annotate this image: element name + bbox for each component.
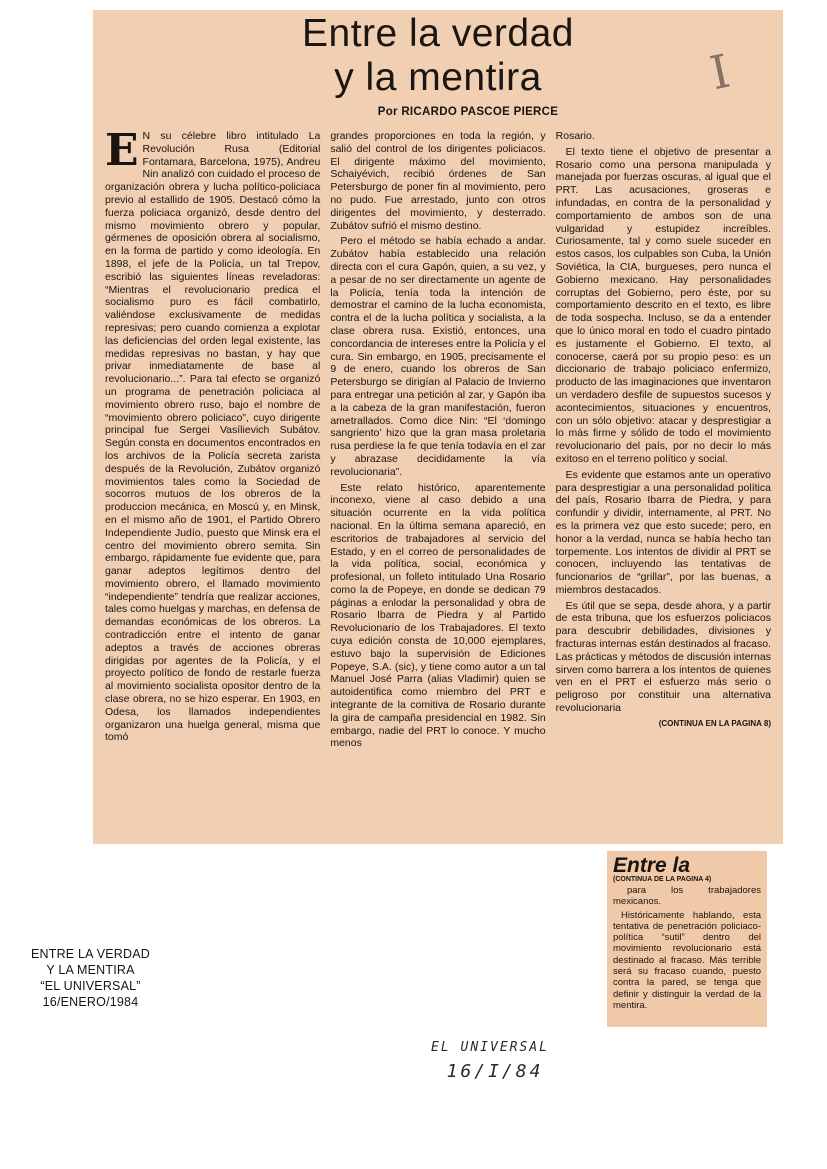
article-byline: Por RICARDO PASCOE PIERCE [377,106,559,118]
caption-line: ENTRE LA VERDAD [30,947,150,961]
article-column-1 [105,125,321,753]
continuation-source: (CONTINUA DE LA PAGINA 4) [613,876,712,883]
paragraph: Pero el método se había echado a andar. Zubátov había establecido una relación directa con el cura Gapón, quien, a su vez, y a pesar de no ser directamente un agente de la Policía, tenía toda la intención de demostrar el camino de la lucha economista, contra el de la lucha política y socialista, a la clase obrera rusa. Existió, entonces, una concordancia de intereses entre la Policía y el cura. Sin embargo, en 1905, precisamente el 9 de enero, cuando los obreros de San Petersburgo se dirigían al Palacio de Invierno para entregar una petición al zar, y Gapón iba a la cabeza de la gran manifestación, fueron ametrallados. Como dice Nin: “El ‘domingo sangriento’ hizo que la gran masa proletaria rusa perdiese la fe que tenía todavía en el zar y abrazase decididamente la vía revolucionaria”. [330,235,546,478]
paragraph: El texto tiene el objetivo de presentar a Rosario como una persona manipulada y manejada por fuerzas oscuras, al igual que el PRT. Las acusaciones, groseras e infundadas, en contra de la personalidad y comportamiento de ambos son de una vulgaridad y estupidez increíbles. Curiosamente, tal y como suele suceder en estos casos, los culpables son Cuba, la Unión Soviética, la CIA, burgueses, pero nunca el Gobierno mexicano. Hay personalidades corruptas del Gobierno, pero éste, por su comportamiento descrito en el texto, es libre de toda sospecha. Incluso, se da a entender que lo único moral en todo el cuadro pintado es justamente el Gobierno. El texto, al conocerse, caerá por su propio peso: es un diccionario de trabajo policiaco enfermizo, producto de las imaginaciones que inventaron un verdadero desfile de supuestos sucesos y acontecimientos, situaciones y encuentros, con un sólo objetivo: atacar y desprestigiar a lo más firme y sólido de todo el movimiento revolucionario del país, por no decir lo más exitoso en el terreno político y social. [555,145,771,465]
handwritten-date: 16/I/84 [446,1061,544,1082]
headline-line-1: Entre la verdad [302,12,574,55]
caption-line: Y LA MENTIRA [46,963,135,977]
paragraph: para los trabajadores mexicanos. [613,885,761,908]
continuation-title: Entre la [613,854,691,877]
continued-note: (CONTINUA EN LA PAGINA 8) [658,718,771,728]
caption-line: “EL UNIVERSAL” [40,979,141,993]
paragraph: Históricamente hablando, esta tentativa de penetración policiaco-política “sutil” dentro del movimiento revolucionario está destinado al fracaso. Más terrible será su fracaso cuando, puesto contra la pared, se tenga que definir y distinguir la verdad de la mentira. [613,909,761,1011]
paragraph: Es evidente que estamos ante un operativo para desprestigiar a una personalidad política del país, Rosario Ibarra de Piedra, y para confundir y dividir, internamente, al PRT. No es la primera vez que esto sucede; pero, en honor a la verdad, nunca se había hecho tan torpemente. Los intentos de dividir al PRT se conocen, incluyendo las tentativas de funcionarios de “grillar”, por las buenas, a miembros destacados. [555,468,771,596]
paragraph: Este relato histórico, aparentemente inconexo, viene al caso debido a una situación ocurrente en la vida política nacional. En la última semana apareció, en escritorios de trabajadores al servicio del Estado, y en el correo de personalidades de la vida política, social, económica y profesional, un folleto intitulado Una Rosario como la de Popeye, en donde se dedican 79 páginas a enlodar la personalidad y obra de Rosario Ibarra de Piedra y al Partido Revolucionario de los Trabajadores. El texto cuya edición consta de 10,000 ejemplares, estuvo bajo la supervisión de Ediciones Popeye, S.A. (sic), y tiene como autor a un tal Manuel José Parra (alias Vladimir) quien se autoidentifica como miembro del PRT e integrante de la comitiva de Rosario durante la gira de campaña presidencial en 1982. Sin embargo, nadie del PRT lo conoce. Y mucho menos [330,481,546,750]
archive-caption [8,946,173,1010]
article-column-2 [330,130,545,753]
continuation-body [613,885,761,1011]
article-column-3 [556,130,771,753]
paragraph: Es útil que se sepa, desde ahora, y a partir de esta tribuna, que los esfuerzos policiacos para descubrir debilidades, divisiones y fracturas internas están destinados al fracaso. Las prácticas y métodos de discusión internas sirven como barrera a los intentos de quienes ven en el PRT el esfuerzo más serio o peligroso por constituir una alternativa revolucionaria [555,599,771,715]
paragraph: E N su célebre libro intitulado La Revolución Rusa (Editorial Fontamara, Barcelona, 1975), Andreu Nin analizó con cuidado el proceso de organización obrera y lucha político-policiaca previo al estallido de 1905. Destacó cómo la fuerza policiaca organizó, desde dentro del mismo movimiento obrero y popular, gérmenes de oposición obrera al socialismo, en la forma de partido y como ideología. En 1898, el jefe de la Policía, un tal Trepov, escribió las siguientes líneas reveladoras: “Mientras el revolucionario predica el socialismo puro es fácil combatirlo, valiéndose exclusivamente de medidas represivas; pero cuando comienza a explotar las deficiencias del orden legal existente, las medidas represivas no bastan, y hay que privar inmediatamente de base al revolucionario...”. Para tal efecto se organizó un programa de penetración policiaca al movimiento obrero ruso, bajo el nombre de “movimiento obrero policiaco”, cuyo dirigente principal fue Sergei Vasílievich Subátov. Según consta en documentos encontrados en los archivos de la Policía secreta zarista después de la Revolución, Zubátov organizó movimientos tales como la Sociedad de socorros mutuos de los obreros de la produccion mecánica, en Moscú y, en Minsk, en el mismo año de 1901, el Partido Obrero Independiente Judío, puesto que Minsk era el centro del movimiento obrero semita. Sin embargo, rápidamente fue evidente que, para ganar adeptos legítimos dentro del movimiento obrero, el llamado movimiento “independiente” tendría que realizar acciones, tales como huelgas y marchas, en defensa de demandas económicas de los obreros. La contradicción entre el intento de ganar adeptos a través de acciones obreras dirigidas por agentes de la Policía, y el proyecto político de fondo de restarle fuerza al movimiento socialista opositor dentro de la clase obrera, no se hizo esperar. En 1903, en Odesa, los llamados independientes organizaron una huelga general, misma que tomó [105,125,321,744]
continuation-clipping [607,851,767,1027]
article-headline [105,12,771,100]
caption-line: 16/ENERO/1984 [42,995,139,1009]
handwritten-page-mark: I [705,43,735,101]
paragraph: grandes proporciones en toda la región, y salió del control de los dirigentes policiacos. El dirigente máximo del movimiento, Schaiyévich, recibió órdenes de San Petersburgo de poner fin al movimiento, pero no pudo. Fue arrestado, junto con otros dirigentes del movimiento, y desterrado. Zubátov sufrió el mismo destino. [330,130,546,232]
handwritten-paper-name: EL UNIVERSAL [431,1040,549,1055]
handwritten-note [425,1040,555,1082]
article-body [105,125,771,753]
headline-line-2: y la mentira [334,56,542,99]
drop-cap: E [105,125,139,176]
newspaper-clipping [93,10,783,844]
paragraph: Rosario. [555,130,595,142]
